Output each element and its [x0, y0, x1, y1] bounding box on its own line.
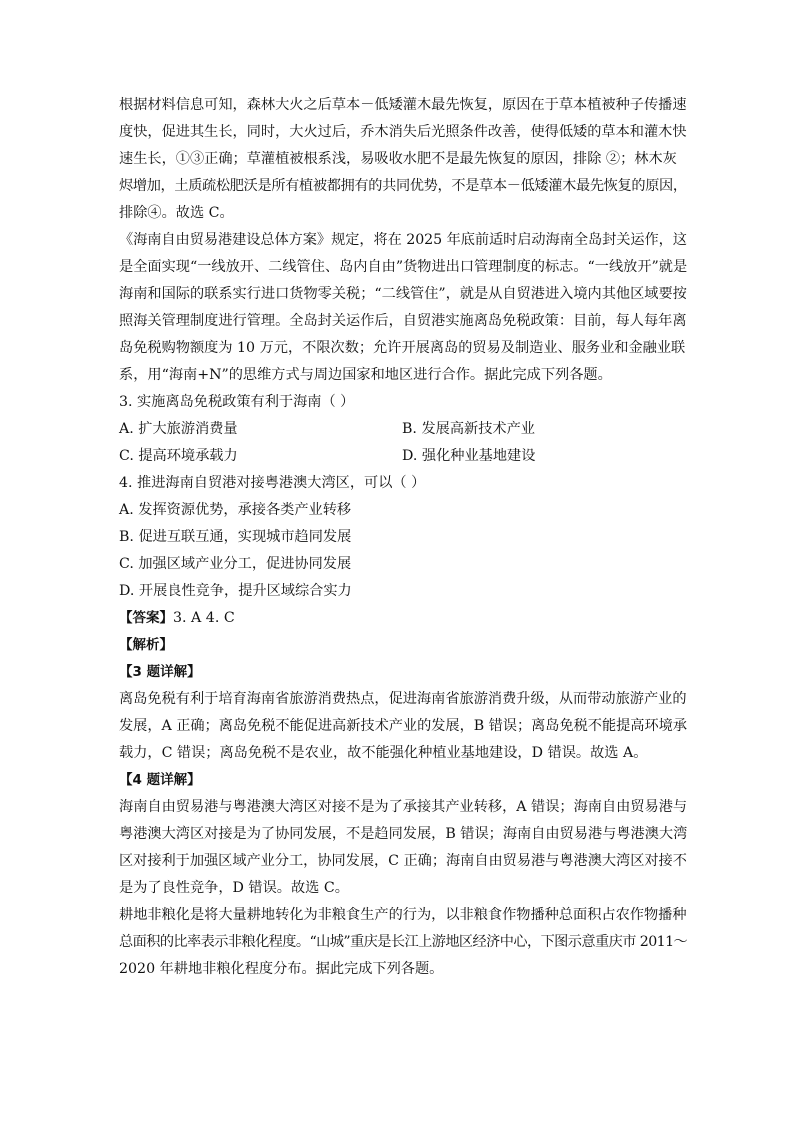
para1-line-2: 度快，促进其生长，同时，大火过后，乔木消失后光照条件改善，使得低矮的草本和灌木快: [119, 124, 687, 140]
para1-line-4: 烬增加，土质疏松肥沃是所有植被都拥有的共同优势，不是草本－低矮灌木最先恢复的原因，: [119, 178, 687, 194]
para1-line-1: 根据材料信息可知，森林大火之后草本－低矮灌木最先恢复，原因在于草本植被种子传播速: [119, 97, 687, 113]
answer-value: 3. A 4. C: [173, 610, 235, 626]
question-3-option-b: B. 发展高新技术产业: [402, 421, 535, 437]
question-3-stem: 3. 实施离岛免税政策有利于海南（ ）: [119, 394, 355, 410]
answer-row: [119, 608, 235, 628]
para2-line-6: 系，用“海南+N”的思维方式与周边国家和地区进行合作。据此完成下列各题。: [119, 367, 612, 383]
question-4-stem: 4. 推进海南自贸港对接粤港澳大湾区，可以（ ）: [119, 475, 426, 491]
question-4-option-a: A. 发挥资源优势，承接各类产业转移: [119, 502, 352, 518]
para2-line-4: 照海关管理制度进行管理。全岛封关运作后，自贸港实施离岛免税政策：目前，每人每年离: [119, 313, 687, 329]
para2-line-5: 岛免税购物额度为 10 万元，不限次数；允许开展离岛的贸易及制造业、服务业和金融业联: [119, 340, 686, 356]
question-3-option-d: D. 强化种业基地建设: [402, 448, 536, 464]
detail-4-line-1: 海南自由贸易港与粤港澳大湾区对接不是为了承接其产业转移，A 错误；海南自由贸易港与: [119, 799, 688, 815]
question-3-option-c: C. 提高环境承载力: [119, 448, 238, 464]
detail-4-line-3: 区对接利于加强区域产业分工，协同发展，C 正确；海南自由贸易港与粤港澳大湾区对接不: [119, 853, 687, 869]
para1-line-3: 速生长，①③正确；草灌植被根系浅，易吸收水肥不是最先恢复的原因，排除 ②；林木灰: [119, 151, 677, 167]
para2-line-1: 《海南自由贸易港建设总体方案》规定，将在 2025 年底前适时启动海南全岛封关运作，这: [119, 232, 687, 248]
para2-line-3: 海南和国际的联系实行进口货物零关税；“二线管住”，就是从自贸港进入境内其他区域要按: [119, 286, 687, 302]
detail-3-line-2: 发展，A 正确；离岛免税不能促进高新技术产业的发展，B 错误；离岛免税不能提高环境承: [119, 718, 687, 734]
para2-line-2: 是全面实现“一线放开、二线管住、岛内自由”货物进出口管理制度的标志。“一线放开”就是: [119, 259, 688, 275]
para1-line-5: 排除④。故选 C。: [119, 205, 234, 221]
detail-3-label: 【3 题详解】: [119, 664, 201, 680]
question-3-option-a: A. 扩大旅游消费量: [119, 421, 238, 437]
detail-4-line-4: 是为了良性竞争，D 错误。故选 C。: [119, 880, 349, 896]
answer-label: 【答案】: [119, 610, 173, 626]
para3-line-1: 耕地非粮化是将大量耕地转化为非粮食生产的行为，以非粮食作物播种总面积占农作物播种: [119, 907, 687, 923]
analysis-label: 【解析】: [119, 637, 173, 653]
para3-line-3: 2020 年耕地非粮化程度分布。据此完成下列各题。: [119, 961, 444, 977]
detail-4-line-2: 粤港澳大湾区对接是为了协同发展，不是趋同发展，B 错误；海南自由贸易港与粤港澳大湾: [119, 826, 688, 842]
question-4-option-b: B. 促进互联互通，实现城市趋同发展: [119, 529, 352, 545]
question-4-option-d: D. 开展良性竞争，提升区域综合实力: [119, 583, 352, 599]
detail-3-line-3: 载力，C 错误；离岛免税不是农业，故不能强化种植业基地建设，D 错误。故选 A。: [119, 745, 648, 761]
question-4-option-c: C. 加强区域产业分工，促进协同发展: [119, 556, 352, 572]
detail-4-label: 【4 题详解】: [119, 772, 201, 788]
para3-line-2: 总面积的比率表示非粮化程度。“山城”重庆是长江上游地区经济中心，下图示意重庆市 2011～: [119, 934, 688, 950]
detail-3-line-1: 离岛免税有利于培育海南省旅游消费热点，促进海南省旅游消费升级，从而带动旅游产业的: [119, 691, 687, 707]
